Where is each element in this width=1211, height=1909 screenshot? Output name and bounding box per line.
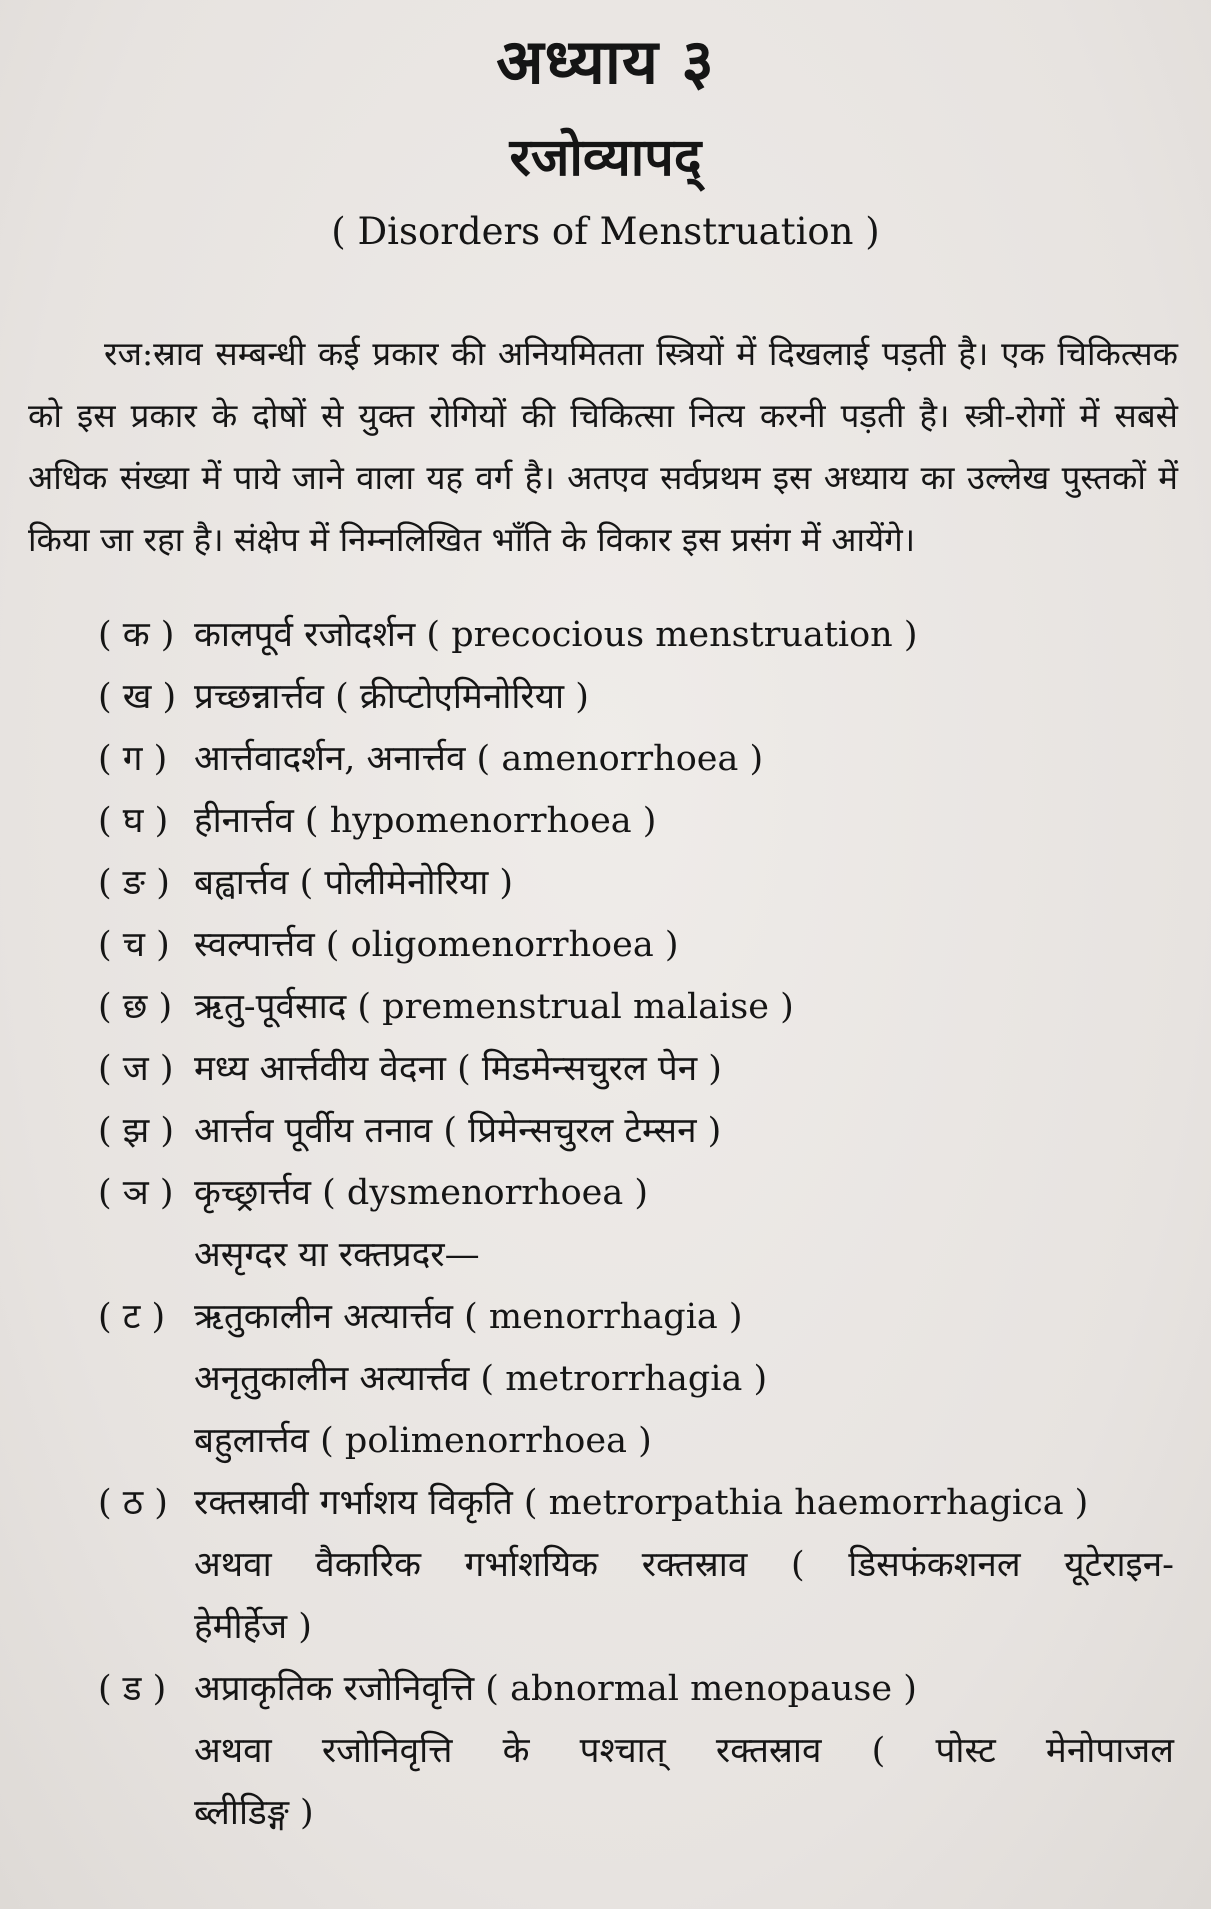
list-item-text: रक्तस्रावी गर्भाशय विकृति ( metrorpathia haemorrhagica )	[194, 1483, 1089, 1523]
list-subitem: अनृतुकालीन अत्यार्त्तव ( metrorrhagia )	[194, 1359, 768, 1399]
subheading: असृग्दर या रक्तप्रदर—	[194, 1235, 480, 1275]
list-item-text: प्रच्छन्नार्त्तव ( क्रीप्टोएमिनोरिया )	[194, 677, 589, 717]
list-item	[98, 914, 1188, 976]
list-item-text: आर्त्तव पूर्वीय तनाव ( प्रिमेन्सचुरल टेम्सन )	[194, 1111, 722, 1151]
list-item-text: ऋतु-पूर्वसाद ( premenstrual malaise )	[194, 987, 794, 1027]
list-item	[98, 728, 1188, 790]
list-item-marker: ( ड )	[98, 1669, 167, 1709]
list-item-continuation	[98, 1534, 1188, 1596]
list-item	[98, 1286, 1188, 1348]
list-item-marker: ( ठ )	[98, 1483, 168, 1523]
list-item-marker: ( क )	[98, 615, 175, 655]
list-item-text: ऋतुकालीन अत्यार्त्तव ( menorrhagia )	[194, 1297, 743, 1337]
list-item-text: आर्त्तवादर्शन, अनार्त्तव ( amenorrhoea )	[194, 739, 764, 779]
list-item	[98, 790, 1188, 852]
list-item-marker: ( च )	[98, 925, 170, 965]
section-subtitle: ( Disorders of Menstruation )	[331, 210, 880, 253]
list-item-continuation-text: अथवा रजोनिवृत्ति के पश्चात् रक्तस्राव ( पोस्ट मेनोपाजल	[194, 1731, 1174, 1771]
chapter-title: अध्याय ३	[496, 25, 715, 98]
list-item-marker: ( छ )	[98, 987, 173, 1027]
intro-paragraph: रज:स्राव सम्बन्धी कई प्रकार की अनियमितता स्त्रियों में दिखलाई पड़ती है। एक चिकित्सक को इस प्रकार के दोषों से युक्त रोगियों की चिकित्सा नित्य करनी पड़ती है। स्त्री-रोगों में सबसे अधिक संख्या में पाये जाने वाला यह वर्ग है। अतएव सर्वप्रथम इस अध्याय का उल्लेख पुस्तकों में किया जा रहा है। संक्षेप में निम्नलिखित भाँति के विकार इस प्रसंग में आयेंगे।	[28, 334, 1178, 559]
list-item-continuation: हेमीर्हेज )	[194, 1607, 312, 1647]
list-item-text: कृच्छ्रार्त्तव ( dysmenorrhoea )	[194, 1173, 648, 1213]
list-item-text: कालपूर्व रजोदर्शन ( precocious menstruation )	[194, 615, 918, 655]
list-item	[98, 852, 1188, 914]
list-item-marker: ( ङ )	[98, 863, 170, 903]
list-subitem: बहुलार्त्तव ( polimenorrhoea )	[194, 1421, 652, 1461]
list-item	[98, 1472, 1188, 1534]
list-item-text: बह्वार्त्तव ( पोलीमेनोरिया )	[194, 863, 514, 903]
list-item-marker: ( झ )	[98, 1111, 175, 1151]
section-title: रजोव्यापद्	[509, 127, 702, 188]
list-item-text: हीनार्त्तव ( hypomenorrhoea )	[194, 801, 657, 841]
list-item	[98, 1658, 1188, 1720]
list-item	[98, 604, 1188, 666]
list-item	[98, 1162, 1188, 1224]
list-item	[98, 666, 1188, 728]
list-item-text: अप्राकृतिक रजोनिवृत्ति ( abnormal menopause )	[194, 1669, 917, 1709]
list-item	[98, 1100, 1188, 1162]
list-item-text: स्वल्पार्त्तव ( oligomenorrhoea )	[194, 925, 679, 965]
disorder-list	[98, 604, 1188, 1844]
list-item-marker: ( घ )	[98, 801, 169, 841]
list-item-continuation: ब्लीडिङ्ग )	[194, 1793, 314, 1833]
list-item-marker: ( ग )	[98, 739, 168, 779]
list-item-marker: ( ज )	[98, 1049, 174, 1089]
list-item-continuation	[98, 1720, 1188, 1782]
list-item-marker: ( ख )	[98, 677, 177, 717]
list-item-continuation-text: अथवा वैकारिक गर्भाशयिक रक्तस्राव ( डिसफंकशनल यूटेराइन-	[194, 1545, 1174, 1585]
list-item	[98, 1038, 1188, 1100]
list-item-marker: ( ट )	[98, 1297, 166, 1337]
list-item-marker: ( ञ )	[98, 1173, 174, 1213]
list-item-text: मध्य आर्त्तवीय वेदना ( मिडमेन्सचुरल पेन )	[194, 1049, 722, 1089]
list-item	[98, 976, 1188, 1038]
